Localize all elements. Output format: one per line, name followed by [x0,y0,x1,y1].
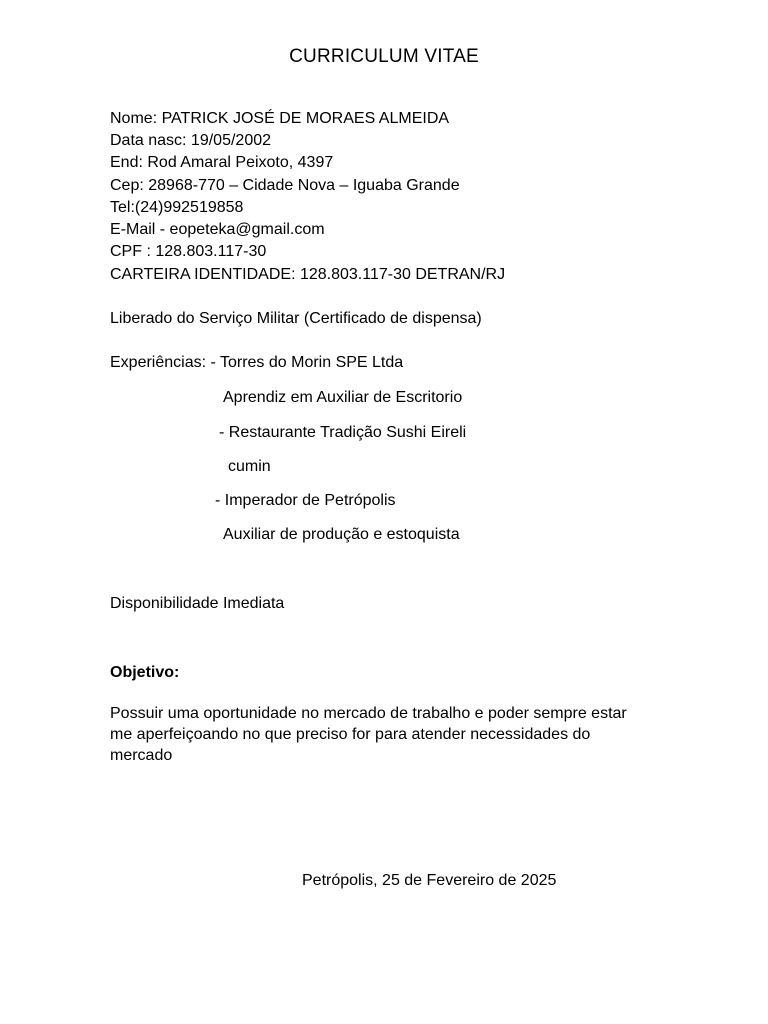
experience-item: - Imperador de Petrópolis [215,492,396,509]
objective-paragraph [110,703,670,766]
document-title: CURRICULUM VITAE [289,46,479,67]
experiences-label: Experiências: - Torres do Morin SPE Ltda [110,354,404,371]
experience-item: cumin [228,458,271,475]
address-line: End: Rod Amaral Peixoto, 4397 [110,154,334,171]
experience-item: - Restaurante Tradição Sushi Eireli [219,424,467,441]
name-line: Nome: PATRICK JOSÉ DE MORAES ALMEIDA [110,110,450,127]
experience-item: Auxiliar de produção e estoquista [223,526,460,543]
objective-heading: Objetivo: [110,664,180,681]
cpf-line: CPF : 128.803.117-30 [110,243,267,260]
cep-line: Cep: 28968-770 – Cidade Nova – Iguaba Grande [110,177,460,194]
objective-line: me aperfeiçoando no que preciso for para atender necessidades do [110,726,591,743]
military-status-line: Liberado do Serviço Militar (Certificado de dispensa) [110,310,482,327]
email-line: E-Mail - eopeteka@gmail.com [110,221,325,238]
experience-item: Aprendiz em Auxiliar de Escritorio [223,389,463,406]
id-card-line: CARTEIRA IDENTIDADE: 128.803.117-30 DETRAN/RJ [110,266,506,283]
objective-line: mercado [110,747,173,764]
availability-line: Disponibilidade Imediata [110,595,285,612]
birth-date-line: Data nasc: 19/05/2002 [110,132,272,149]
objective-line: Possuir uma oportunidade no mercado de trabalho e poder sempre estar [110,705,627,722]
phone-line: Tel:(24)992519858 [110,199,244,216]
place-date-line: Petrópolis, 25 de Fevereiro de 2025 [302,872,557,889]
